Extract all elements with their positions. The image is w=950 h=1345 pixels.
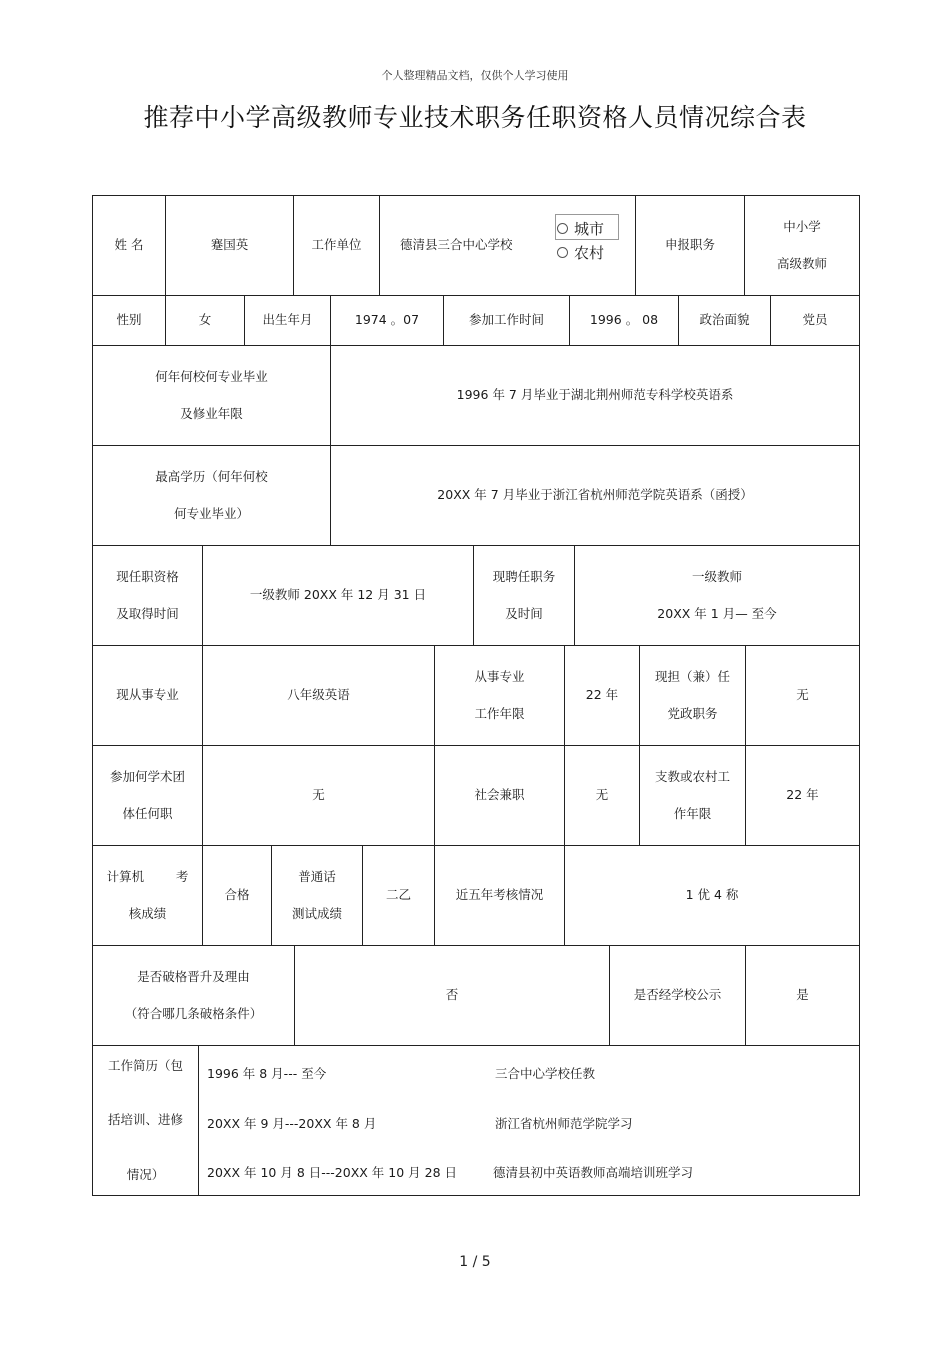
computer-exam-label-line2: 核成绩 — [128, 906, 167, 921]
position-value — [744, 195, 860, 296]
option-rural[interactable] — [557, 240, 623, 264]
rural-years-value: 22 年 — [745, 745, 860, 846]
major-value: 八年级英语 — [202, 645, 435, 746]
hired-position-label — [473, 545, 575, 646]
graduation-label-line1: 何年何校何专业毕业 — [155, 368, 268, 384]
computer-exam-label-line1: 计算机 考 — [106, 868, 189, 884]
major-label: 现从事专业 — [92, 645, 203, 746]
gender-value: 女 — [165, 295, 245, 346]
assessment-label: 近五年考核情况 — [434, 845, 565, 946]
work-years-label-line2: 工作年限 — [474, 706, 525, 721]
academic-society-label-line1: 参加何学术团 — [109, 768, 185, 784]
hired-position-label-line2: 及时间 — [505, 606, 543, 621]
history-detail: 浙江省杭州师范学院学习 — [495, 1116, 633, 1131]
qualification-label-line1: 现任职资格 — [116, 568, 179, 584]
assessment-value: 1 优 4 称 — [564, 845, 860, 946]
academic-society-value: 无 — [202, 745, 435, 846]
party-post-value: 无 — [745, 645, 860, 746]
work-history-label-line3: 情况） — [126, 1166, 165, 1182]
highest-degree-label — [92, 445, 331, 546]
work-history-label — [92, 1045, 199, 1196]
position-label: 申报职务 — [635, 195, 745, 296]
rural-years-label-line2: 作年限 — [673, 806, 712, 821]
highest-degree-label-line1: 最高学历（何年何校 — [155, 468, 268, 484]
work-unit-label: 工作单位 — [293, 195, 380, 296]
work-start-label: 参加工作时间 — [443, 295, 570, 346]
graduation-label-line2: 及修业年限 — [180, 406, 243, 421]
position-value-line2: 高级教师 — [776, 256, 827, 271]
radio-circle-icon — [557, 247, 568, 258]
mandarin-test-label — [271, 845, 363, 946]
exceptional-promotion-label-line1: 是否破格晋升及理由 — [137, 968, 250, 984]
hired-position-value-line1: 一级教师 — [691, 568, 742, 584]
political-value: 党员 — [770, 295, 860, 346]
work-years-label — [434, 645, 565, 746]
gender-label: 性别 — [92, 295, 166, 346]
position-value-line1: 中小学 — [783, 218, 821, 234]
page-title: 推荐中小学高级教师专业技术职务任职资格人员情况综合表 — [143, 103, 807, 132]
qualification-value: 一级教师 20XX 年 12 月 31 日 — [202, 545, 474, 646]
work-start-value: 1996 。 08 — [569, 295, 679, 346]
work-years-value: 22 年 — [564, 645, 640, 746]
computer-exam-value: 合格 — [202, 845, 272, 946]
birth-label: 出生年月 — [244, 295, 331, 346]
option-city[interactable] — [557, 216, 623, 240]
option-city-label: 城市 — [574, 219, 605, 238]
work-unit-value: 德清县三合中心学校 — [400, 237, 513, 253]
qualification-label — [92, 545, 203, 646]
hired-position-value — [574, 545, 860, 646]
exceptional-promotion-value: 否 — [294, 945, 610, 1046]
page-number: 1 / 5 — [459, 1254, 491, 1270]
school-publicity-label: 是否经学校公示 — [609, 945, 746, 1046]
hired-position-value-line2: 20XX 年 1 月— 至今 — [657, 606, 777, 621]
work-history-label-line2: 括培训、进修 — [107, 1112, 183, 1128]
location-options — [557, 216, 623, 264]
exceptional-promotion-label-line2: （符合哪几条破格条件） — [124, 1006, 263, 1021]
mandarin-test-value: 二乙 — [362, 845, 435, 946]
party-post-label — [639, 645, 746, 746]
mandarin-test-label-line2: 测试成绩 — [291, 906, 342, 921]
name-label: 姓 名 — [92, 195, 166, 296]
option-rural-label: 农村 — [574, 243, 605, 262]
name-value: 蹇国英 — [165, 195, 294, 296]
social-post-label: 社会兼职 — [434, 745, 565, 846]
header-note: 个人整理精品文档，仅供个人学习使用 — [381, 69, 569, 82]
party-post-label-line1: 现担（兼）任 — [654, 668, 730, 684]
exceptional-promotion-label — [92, 945, 295, 1046]
computer-exam-label — [92, 845, 203, 946]
history-period: 20XX 年 10 月 8 日---20XX 年 10 月 28 日 — [207, 1165, 458, 1180]
academic-society-label-line2: 体任何职 — [122, 806, 173, 821]
history-period: 20XX 年 9 月---20XX 年 8 月 — [207, 1116, 377, 1131]
work-years-label-line1: 从事专业 — [474, 668, 525, 684]
summary-table — [92, 195, 860, 1196]
history-detail: 三合中心学校任教 — [495, 1066, 596, 1081]
hired-position-label-line1: 现聘任职务 — [492, 568, 556, 584]
work-history-list — [198, 1045, 860, 1196]
academic-society-label — [92, 745, 203, 846]
highest-degree-value: 20XX 年 7 月毕业于浙江省杭州师范学院英语系（函授） — [330, 445, 860, 546]
graduation-value: 1996 年 7 月毕业于湖北荆州师范专科学校英语系 — [330, 345, 860, 446]
highest-degree-label-line2: 何专业毕业） — [173, 506, 249, 521]
radio-circle-icon — [557, 223, 568, 234]
birth-value: 1974 。07 — [330, 295, 444, 346]
work-history-label-line1: 工作简历（包 — [107, 1058, 183, 1073]
history-detail: 德清县初中英语教师高端培训班学习 — [493, 1165, 694, 1180]
rural-years-label-line1: 支教或农村工 — [654, 768, 730, 784]
political-label: 政治面貌 — [678, 295, 771, 346]
rural-years-label — [639, 745, 746, 846]
history-period: 1996 年 8 月--- 至今 — [207, 1066, 327, 1081]
mandarin-test-label-line1: 普通话 — [298, 868, 336, 884]
qualification-label-line2: 及取得时间 — [116, 606, 179, 621]
graduation-label — [92, 345, 331, 446]
party-post-label-line2: 党政职务 — [667, 706, 718, 721]
social-post-value: 无 — [564, 745, 640, 846]
school-publicity-value: 是 — [745, 945, 860, 1046]
